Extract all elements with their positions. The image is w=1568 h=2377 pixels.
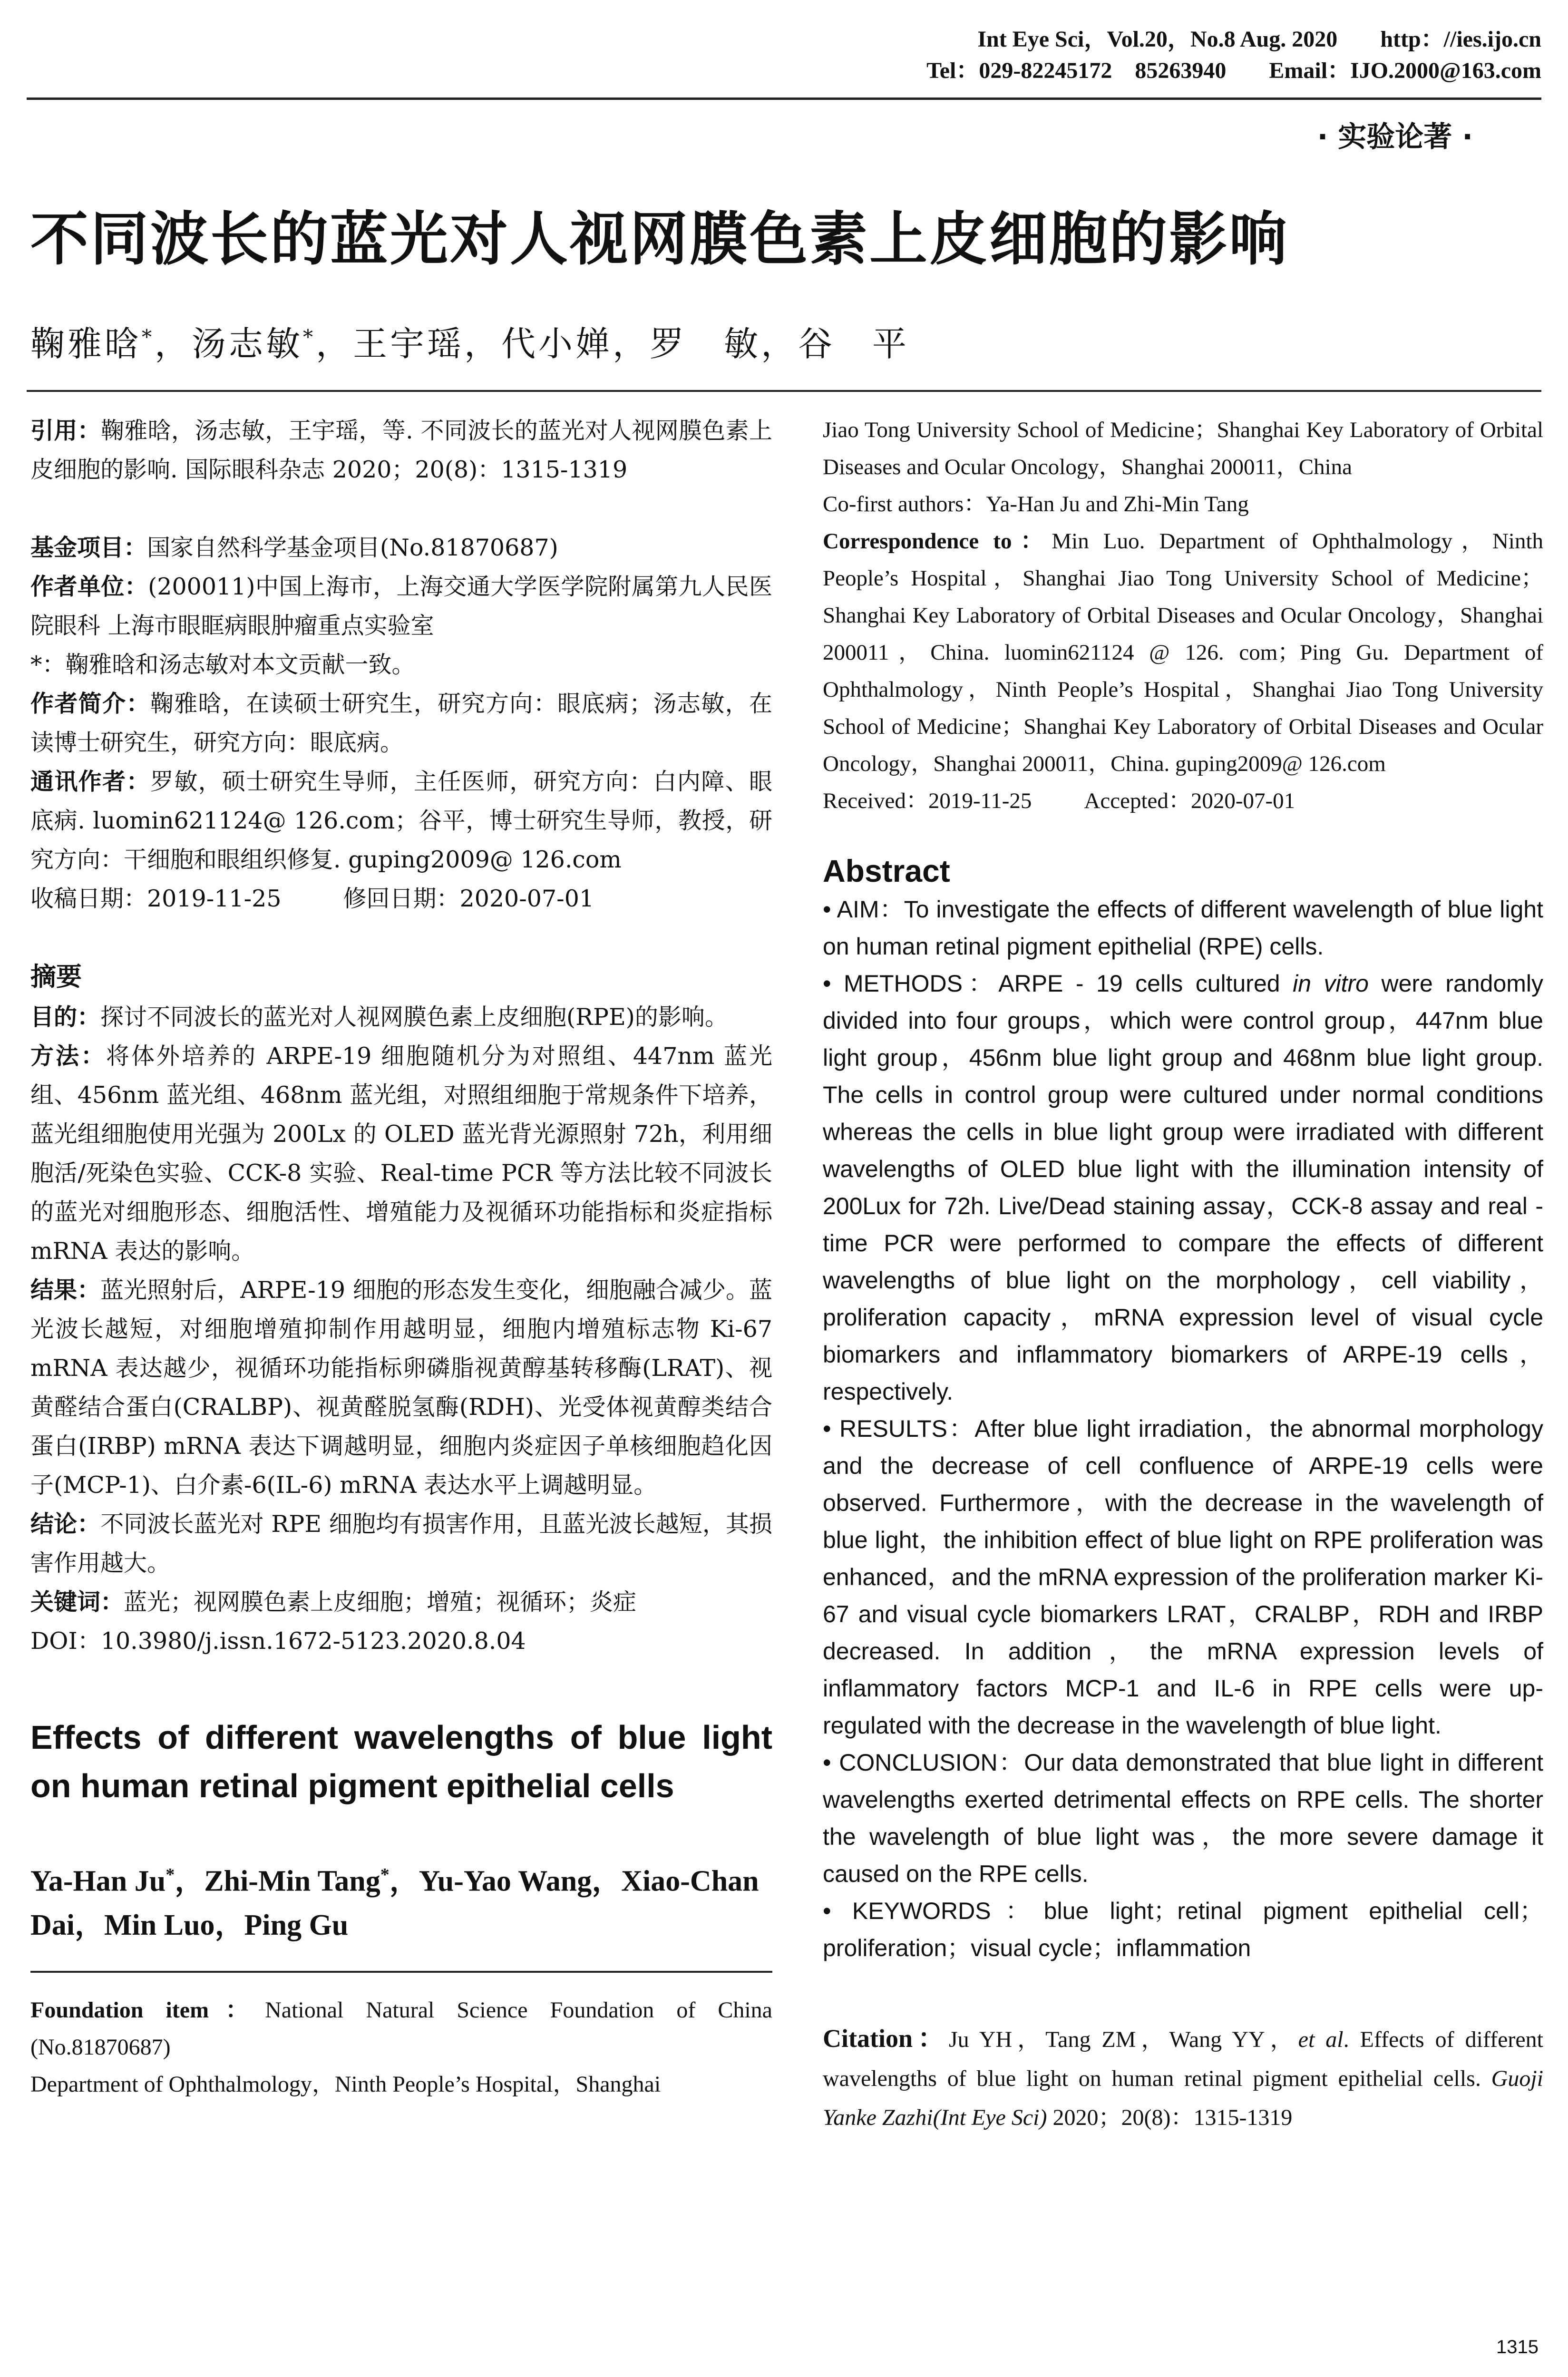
received-date-cn: 收稿日期：2019-11-25 [30, 885, 282, 912]
aim-text-en: To investigate the effects of different wavelength of blue light on human retinal pigment epithelial (RPE) cells. [823, 896, 1544, 960]
fund-text: 国家自然科学基金项目(No.81870687) [147, 534, 558, 561]
results-text-en: After blue light irradiation，the abnormal morphology and the decrease of cell confluence of ARPE-19 cells were observed. Furthermore，with the decrease in the wavelength of blue light，the inhibition effect of blue light on RPE proliferation was enhanced，and the mRNA expression of the proliferation marker Ki-67 and visual cycle biomarkers LRAT，CRALBP，RDH and IRBP decreased. In addition，the mRNA expression levels of inflammatory factors MCP-1 and IL-6 in RPE cells were up-regulated with the decrease in the wavelength of blue light. [823, 1415, 1543, 1739]
equal-contrib-note: *：鞠雅晗和汤志敏对本文贡献一致。 [30, 651, 415, 678]
dates-cn [30, 879, 772, 918]
paper-title-cn: 不同波长的蓝光对人视网膜色素上皮细胞的影响 [30, 205, 1289, 273]
citation-journal: Guoji Yanke Zazhi(Int Eye Sci) [823, 2066, 1543, 2130]
aim-label-cn: 目的： [30, 1003, 101, 1031]
header-line-1 [926, 24, 1541, 55]
conclusion-en [823, 1744, 1543, 1892]
accepted-date-en: Accepted：2020-07-01 [1084, 789, 1295, 813]
method-text-cn: 将体外培养的 ARPE-19 细胞随机分为对照组、447nm 蓝光组、456nm 蓝光组、468nm 蓝光组，对照组细胞于常规条件下培养，蓝光组细胞使用光强为 200Lx 的 OLED 蓝光背光源照射 72h，利用细胞活/死染色实验、CCK-8 实验、Real-time PCR 等方法比较不同波长的蓝光对细胞形态、细胞活性、增殖能力及视循环功能指标和炎症指标 mRNA 表达的影响。 [30, 1042, 772, 1265]
authors-en-rest: ，Yu-Yao Wang，Xiao-Chan Dai，Min Luo，Ping Gu [30, 1865, 759, 1941]
dept-en-cont: Jiao Tong University School of Medicine；Shanghai Key Laboratory of Orbital Diseases and Ocular Oncology，Shanghai 200011，China [823, 418, 1543, 479]
journal-email: Email：IJO.2000@163.com [1269, 58, 1541, 84]
method-label-cn: 方法： [30, 1042, 106, 1070]
received-date-en: Received：2019-11-25 [823, 789, 1032, 813]
aim-en [823, 891, 1543, 965]
corr-label-cn: 通讯作者： [30, 768, 150, 795]
header-line-2 [926, 55, 1541, 87]
methods-text-en-italic: in vitro [1293, 970, 1369, 997]
dates-en [823, 782, 1543, 819]
cofirst-authors: Co-first authors：Ya-Han Ju and Zhi-Min Tang [823, 492, 1249, 516]
keywords-en [823, 1892, 1543, 1967]
citation-en [823, 2019, 1543, 2137]
result-label-cn: 结果： [30, 1276, 101, 1304]
cofirst-mark: * [142, 325, 155, 349]
correspondence-text: Min Luo. Department of Ophthalmology，Ninth People’s Hospital，Shanghai Jiao Tong University School of Medicine；Shanghai Key Laboratory of Orbital Diseases and Ocular Oncology，Shanghai 200011，China. luomin621124 @ 126. com；Ping Gu. Department of Ophthalmology，Ninth People’s Hospital，Shanghai Jiao Tong University School of Medicine；Shanghai Key Laboratory of Orbital Diseases and Ocular Oncology，Shanghai 200011，China. guping2009@ 126.com [823, 529, 1543, 776]
results-label-en: • RESULTS： [823, 1415, 975, 1442]
correspondence-en [823, 523, 1543, 782]
cite-label: 引用： [30, 417, 101, 444]
aim-cn [30, 998, 772, 1037]
conclusion-text-en: Our data demonstrated that blue light in different wavelengths exerted detrimental effects on RPE cells. The shorter the wavelength of blue light was，the more severe damage it caused on the RPE cells. [823, 1749, 1543, 1887]
section-tag: · 实验论著 · [1317, 120, 1473, 154]
journal-citation: Int Eye Sci，Vol.20，No.8 Aug. 2020 [977, 27, 1338, 52]
conclusion-label-cn: 结论： [30, 1510, 101, 1538]
abstract-heading-en: Abstract [823, 853, 950, 888]
result-cn [30, 1271, 772, 1505]
cofirst-mark-en: * [166, 1865, 175, 1885]
keywords-text-cn: 蓝光；视网膜色素上皮细胞；增殖；视循环；炎症 [124, 1588, 637, 1616]
aim-text-cn: 探讨不同波长的蓝光对人视网膜色素上皮细胞(RPE)的影响。 [100, 1003, 728, 1031]
citation-etal: et al [1298, 2027, 1344, 2052]
authors-cn-rest: ，王宇瑶，代小婵，罗 敏，谷 平 [316, 324, 910, 364]
author-cn-1: 鞠雅晗 [30, 324, 142, 364]
conclusion-cn [30, 1505, 772, 1583]
unit-label: 作者单位： [30, 573, 148, 600]
journal-tel: Tel：029-82245172 85263940 [926, 58, 1227, 84]
aim-label-en: • AIM： [823, 896, 904, 923]
citation-volume: 2020；20(8)：1315-1319 [1047, 2105, 1293, 2130]
conclusion-label-en: • CONCLUSION： [823, 1749, 1024, 1776]
result-text-cn: 蓝光照射后，ARPE-19 细胞的形态发生变化，细胞融合减少。蓝光波长越短，对细胞增殖抑制作用越明显，细胞内增殖标志物 Ki-67 mRNA 表达越少，视循环功能指标卵磷脂视黄醇基转移酶(LRAT)、视黄醛结合蛋白(CRALBP)、视黄醛脱氢酶(RDH)、光受体视黄醇类结合蛋白(IRBP) mRNA 表达下调越明显，细胞内炎症因子单核细胞趋化因子(MCP-1)、白介素-6(IL-6) mRNA 表达水平上调越明显。 [30, 1276, 772, 1499]
cofirst-mark-en: * [380, 1865, 390, 1885]
dept-en: Department of Ophthalmology，Ninth People’s Hospital，Shanghai [30, 2071, 661, 2097]
correspondence-label: Correspondence to： [823, 529, 1052, 554]
abstract-heading-cn: 摘要 [30, 962, 82, 992]
journal-header [926, 24, 1541, 87]
cite-block [30, 411, 772, 489]
revised-date-cn: 修回日期：2020-07-01 [343, 885, 594, 912]
corr-block-cn [30, 762, 772, 879]
citation-authors: Ju YH，Tang ZM，Wang YY， [948, 2027, 1298, 2052]
citation-title: . Effects of different wavelengths of blue light on human retinal pigment epithelial cells. [823, 2027, 1543, 2091]
keywords-label-cn: 关键词： [30, 1588, 124, 1616]
methods-label-en: • METHODS： [823, 970, 999, 997]
right-column [823, 411, 1543, 2137]
author-cn-2: ，汤志敏 [155, 324, 303, 364]
conclusion-text-cn: 不同波长蓝光对 RPE 细胞均有损害作用，且蓝光波长越短，其损害作用越大。 [30, 1510, 772, 1577]
citation-label: Citation： [823, 2024, 949, 2053]
cite-text: 鞠雅晗，汤志敏，王宇瑶，等. 不同波长的蓝光对人视网膜色素上皮细胞的影响. 国际眼科杂志 2020；20(8)：1315-1319 [30, 417, 772, 483]
bio-block [30, 684, 772, 762]
unit-block [30, 567, 772, 645]
doi: DOI：10.3980/j.issn.1672-5123.2020.8.04 [30, 1627, 526, 1655]
corr-text-cn: 罗敏，硕士研究生导师，主任医师，研究方向：白内障、眼底病. luomin621124@ 126.com；谷平，博士研究生导师，教授，研究方向：干细胞和眼组织修复. guping2009@ 126.com [30, 768, 772, 873]
fund-label: 基金项目： [30, 534, 147, 561]
foundation-en [30, 1992, 772, 2066]
method-cn [30, 1037, 772, 1271]
author-en-2: ，Zhi-Min Tang [175, 1865, 380, 1898]
foundation-text: National Natural Science Foundation of China (No.81870687) [30, 1997, 772, 2060]
title-rule [27, 390, 1541, 392]
paper-title-en: Effects of different wavelengths of blue light on human retinal pigment epithelial cells [30, 1719, 772, 1804]
bio-label: 作者简介： [30, 690, 150, 717]
methods-text-en-pre: ARPE - 19 cells cultured [998, 970, 1293, 997]
left-column [30, 411, 772, 2103]
keywords-text-en: blue light；retinal pigment epithelial cell；proliferation；visual cycle；inflammation [823, 1898, 1543, 1961]
foundation-label: Foundation item： [30, 1997, 265, 2023]
author-en-1: Ya-Han Ju [30, 1865, 166, 1898]
page-number: 1315 [1496, 2337, 1539, 2358]
results-en [823, 1410, 1543, 1744]
cofirst-mark: * [303, 325, 316, 349]
bio-text: 鞠雅晗，在读硕士研究生，研究方向：眼底病；汤志敏，在读博士研究生，研究方向：眼底病。 [30, 690, 772, 756]
keywords-cn [30, 1583, 772, 1622]
authors-cn [30, 316, 909, 366]
authors-en [30, 1853, 772, 1947]
unit-text: (200011)中国上海市，上海交通大学医学院附属第九人民医院眼科 上海市眼眶病眼肿瘤重点实验室 [30, 573, 772, 639]
methods-en [823, 965, 1543, 1410]
fund-block [30, 528, 772, 567]
header-rule [27, 97, 1541, 100]
footnote-rule [30, 1971, 772, 1973]
journal-website: http：//ies.ijo.cn [1380, 27, 1541, 52]
methods-text-en-post: were randomly divided into four groups，which were control group，447nm blue light group，456nm blue light group and 468nm blue light group. The cells in control group were cultured under normal conditions whereas the cells in blue light group were irradiated with different wavelengths of OLED blue light with the illumination intensity of 200Lux for 72h. Live/Dead staining assay，CCK-8 assay and real - time PCR were performed to compare the effects of different wavelengths of blue light on the morphology，cell viability，proliferation capacity，mRNA expression level of visual cycle biomarkers and inflammatory biomarkers of ARPE-19 cells，respectively. [823, 970, 1544, 1405]
keywords-label-en: • KEYWORDS： [823, 1898, 1044, 1924]
